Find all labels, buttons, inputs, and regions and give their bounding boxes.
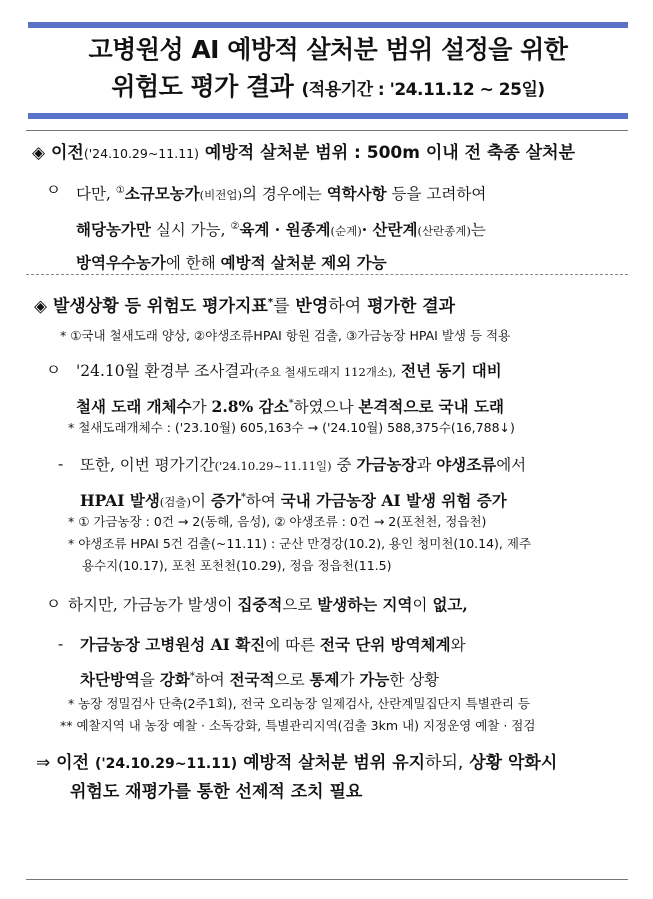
note-wild-bird-detections-cont: 용수지(10.17), 포천 포천천(10.29), 정읍 정읍천(11.5) <box>82 558 392 573</box>
dash-marker: - <box>58 455 64 473</box>
conclusion: ⇒ 이전 ('24.10.29~11.11) 예방적 살처분 범위 유지하되, 상황 악화시 위험도 재평가를 통한 선제적 조치 필요 <box>36 753 558 802</box>
heading-period: ('24.10.29~11.11) <box>83 146 199 161</box>
paragraph-national-control: - 가금농장 고병원성 AI 확진에 따른 전국 단위 방역체계와 차단방역을 강화*하여 전국적으로 통제가 가능한 상황 <box>58 629 620 696</box>
title-bottom-rule <box>28 113 628 119</box>
title-block <box>28 22 628 119</box>
section-previous-policy <box>26 141 628 273</box>
note-measures: * 농장 정밀검사 단축(2주1회), 전국 오리농장 일제검사, 산란계밀집단지 특별관리 등 <box>68 696 531 711</box>
title-line-2 <box>28 68 628 109</box>
round-marker-icon: ㅇ <box>46 595 61 613</box>
section-evaluation <box>26 291 628 802</box>
round-marker-icon: ㅇ <box>46 181 61 199</box>
section2-heading: ◈ 발생상황 등 위험도 평가지표*를 반영하여 평가한 결과 <box>34 296 456 317</box>
content-box <box>26 130 628 880</box>
dashed-divider <box>26 274 628 275</box>
diamond-bullet-icon: ◈ <box>34 296 48 317</box>
round-marker-icon: ㅇ <box>46 361 61 379</box>
double-arrow-icon: ⇒ <box>36 753 51 773</box>
heading-prefix: 이전 <box>51 143 84 163</box>
note-hpai-cases: * ① 가금농장 : 0건 → 2(동해, 음성), ② 야생조류 : 0건 → 2(포천천, 정읍천) <box>68 514 487 529</box>
paragraph-no-cluster: ㅇ 하지만, 가금농가 발생이 집중적으로 발생하는 지역이 없고, <box>46 589 620 621</box>
note-bird-count: * 철새도래개체수 : ('23.10월) 605,163수 → ('24.10월) 588,375수(16,788↓) <box>68 420 515 435</box>
document-title <box>28 28 628 113</box>
note-surveillance: ** 예찰지역 내 농장 예찰 · 소독강화, 특별관리지역(검출 3km 내) 지정운영 예찰 · 점검 <box>60 718 536 733</box>
section1-heading <box>26 141 628 166</box>
paragraph-bird-count: ㅇ '24.10월 환경부 조사결과(주요 철새도래지 112개소), 전년 동기 대비 철새 도래 개체수가 2.8% 감소*하였으나 본격적으로 국내 도래 <box>46 355 620 423</box>
heading-text: 예방적 살처분 범위 : 500m 이내 전 축종 살처분 <box>204 143 576 163</box>
note-wild-bird-detections: * 야생조류 HPAI 5건 검출(~11.11) : 군산 만경강(10.2), 용인 청미천(10.14), 제주 <box>68 536 532 551</box>
title-main: 위험도 평가 결과 <box>111 72 294 101</box>
dash-marker: - <box>58 635 64 653</box>
diamond-bullet-icon: ◈ <box>32 143 46 163</box>
title-period: (적용기간 : '24.11.12 ~ 25일) <box>301 80 545 100</box>
title-line-1: 고병원성 AI 예방적 살처분 범위 설정을 위한 <box>88 35 568 64</box>
note-indicators: * ①국내 철새도래 양상, ②야생조류HPAI 항원 검출, ③가금농장 HPAI 발생 등 적용 <box>60 328 511 343</box>
section1-paragraph: ㅇ 다만, ①소규모농가(비전업)의 경우에는 역학사항 등을 고려하여 해당농가만 실시 가능, ②육계 · 원종계(순계)· 산란계(산란종계)는 방역우수농가에 한해 예방적 살처분 제외 가능 <box>46 175 620 279</box>
paragraph-hpai-increase: - 또한, 이번 평가기간('24.10.29~11.11일) 중 가금농장과 야생조류에서 HPAI 발생(검출)이 증가*하여 국내 가금농장 AI 발생 위험 증가 <box>58 449 620 518</box>
